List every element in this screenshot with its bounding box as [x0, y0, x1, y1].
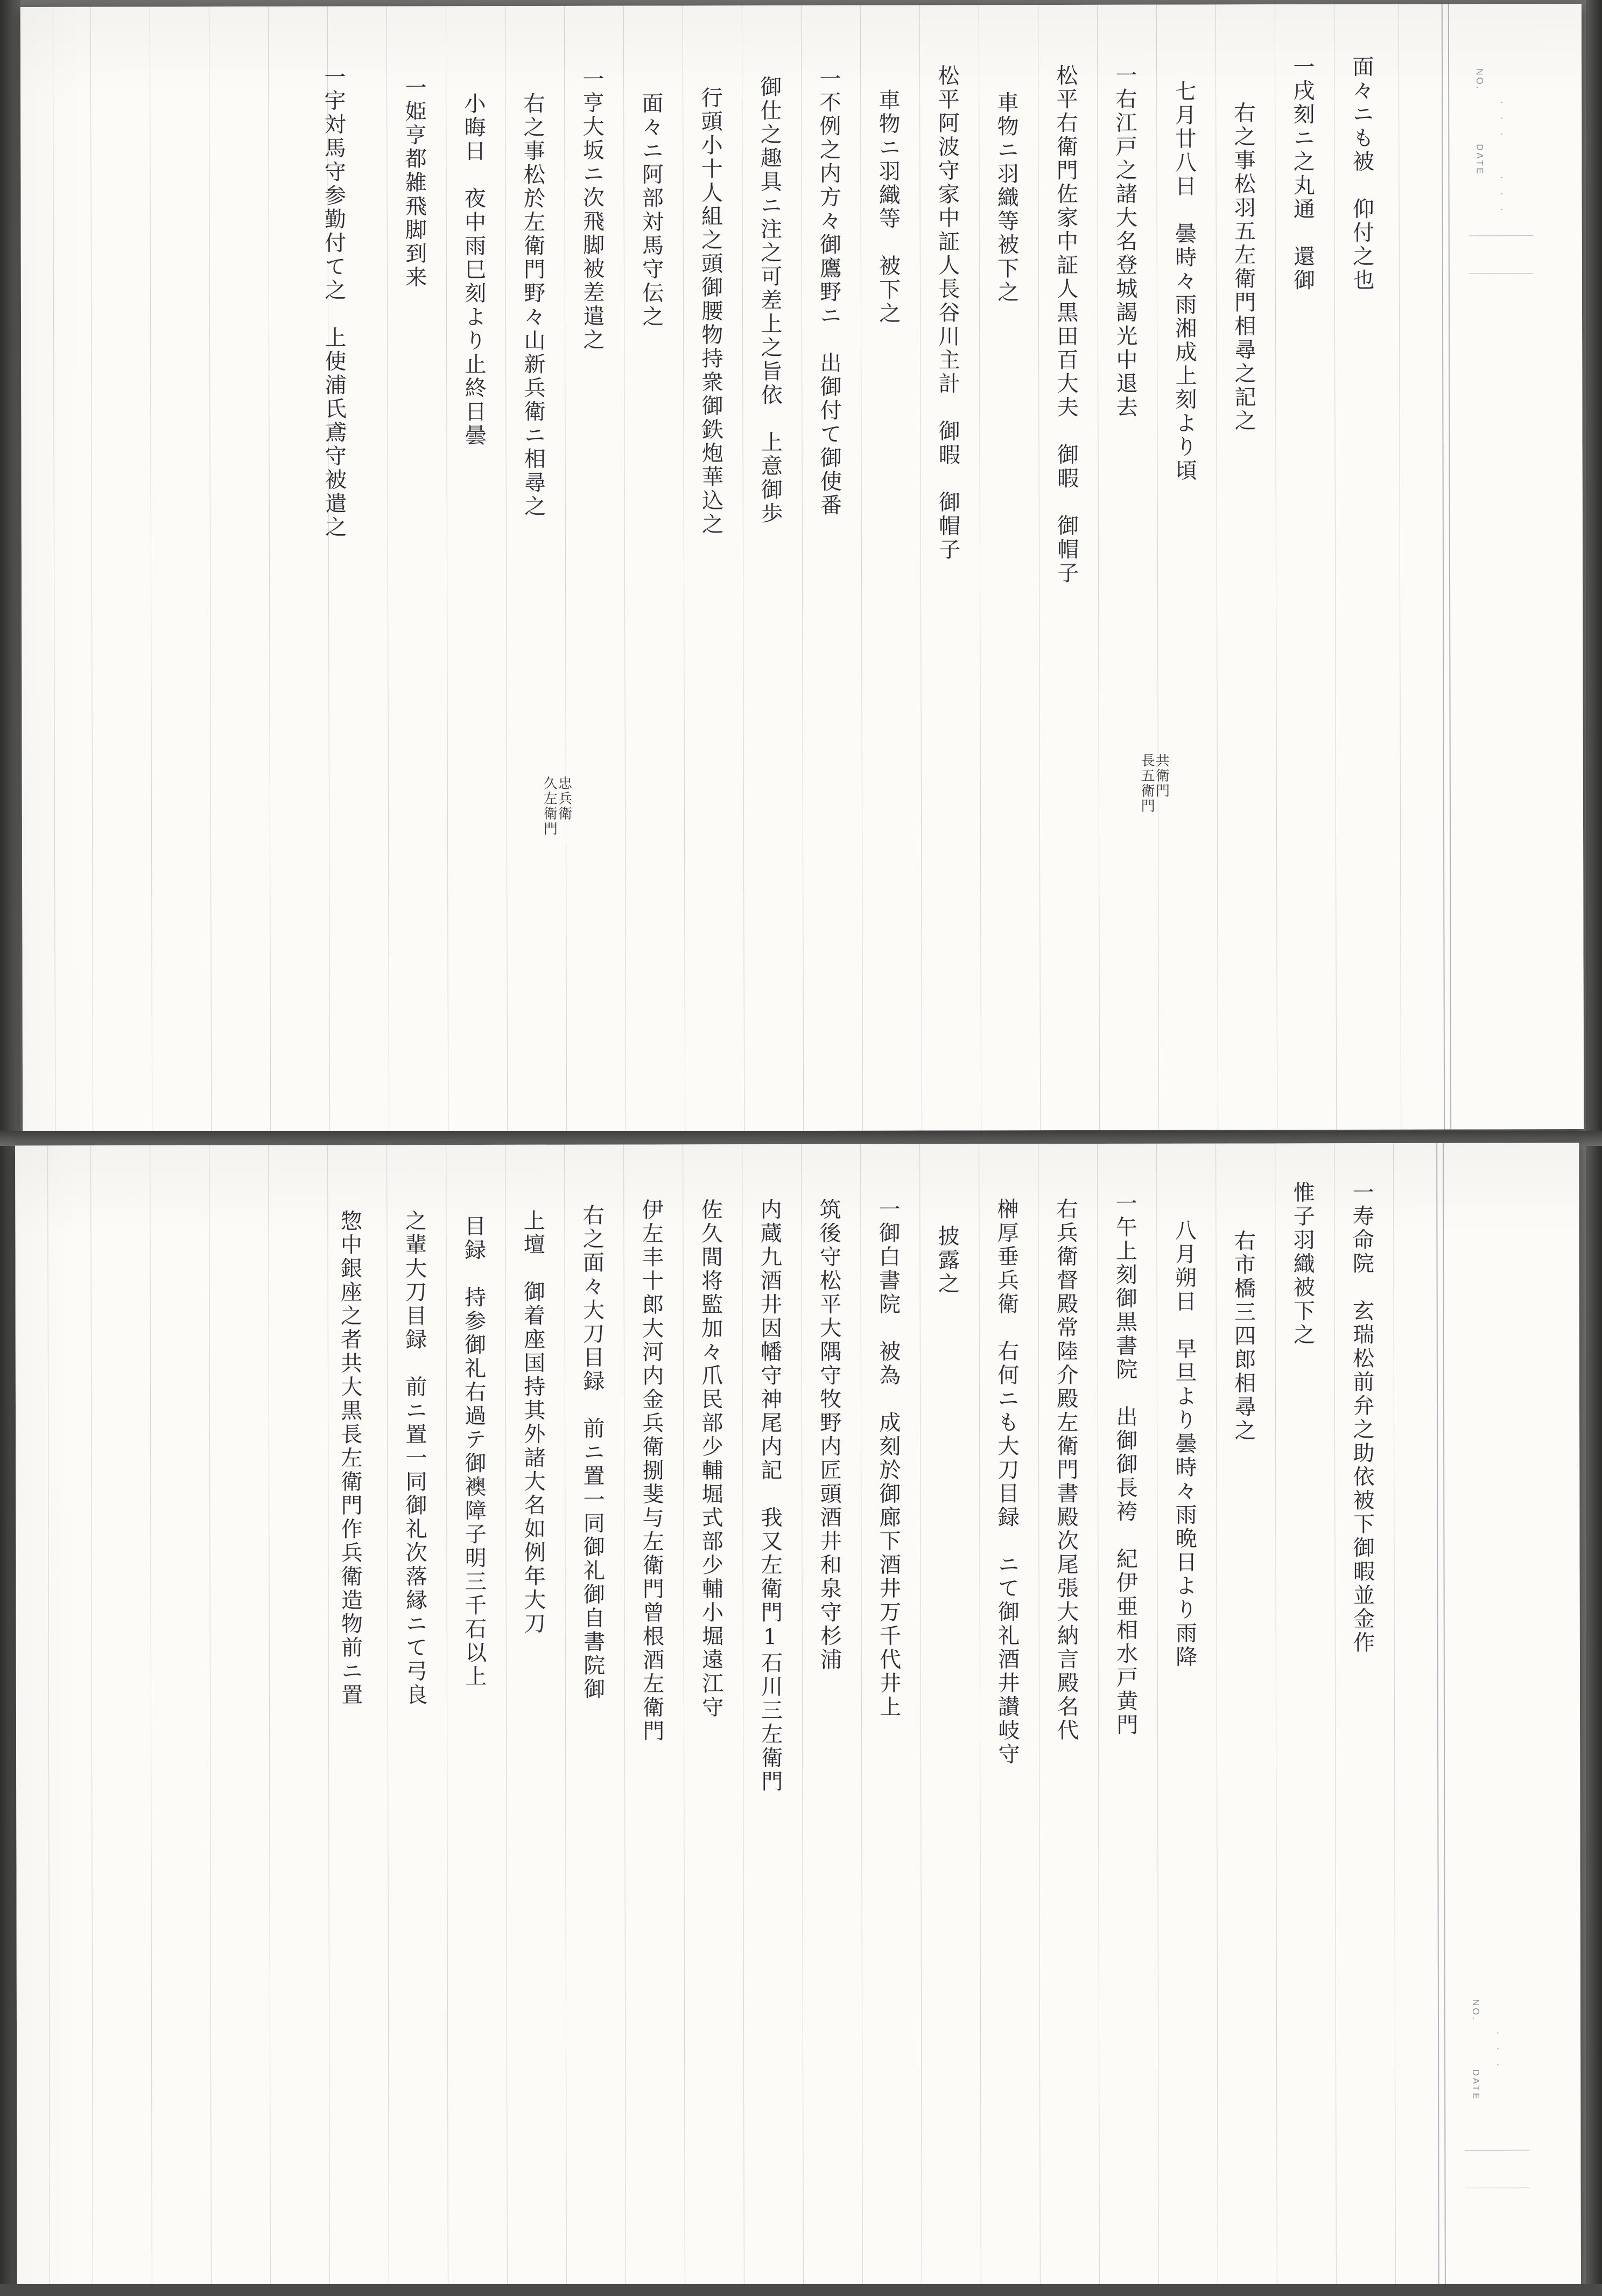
- text-column: 之輩大刀目録 前ニ置一同御礼次落縁ニて弓良: [402, 1209, 427, 1707]
- text-column: 佐久間将監加々爪民部少輔堀式部少輔小堀遠江守: [698, 1198, 723, 1720]
- text-column: 行頭小十人組之頭御腰物持衆御鉄炮華込之: [697, 86, 723, 537]
- stamp-no-label: NO.: [1470, 1999, 1481, 2022]
- text-column: 一右江戸之諸大名登城謁光中退去: [1112, 64, 1138, 419]
- text-column: 一戌刻ニ之丸通 還御: [1289, 55, 1315, 293]
- text-column: 右市橋三四郎相尋之: [1231, 1229, 1256, 1443]
- side-annotation: 共衛門 長五衛門: [1139, 753, 1170, 814]
- manuscript-page-bottom: [15, 1143, 1581, 2287]
- text-column: 一宇対馬守参勤付て之 上使浦氏鳶守被遣之: [320, 65, 347, 540]
- manuscript-page-top: [20, 4, 1584, 1132]
- text-column: 松平右衛門佐家中証人黒田百大夫 御暇 御帽子: [1052, 64, 1079, 586]
- text-column: 八月朔日 早旦より曇時々雨晩日より雨降: [1171, 1219, 1197, 1669]
- text-column: 披露之: [934, 1224, 960, 1296]
- text-column: 伊左丰十郎大河内金兵衛捌斐与左衛門曾根酒左衛門: [638, 1198, 664, 1744]
- text-column: 右之事松羽五左衛門相尋之記之: [1230, 101, 1256, 433]
- text-column: 面々ニ阿部対馬守伝之: [638, 92, 664, 329]
- text-column: 上壇 御着座国持其外諸大名如例年大刀: [520, 1209, 546, 1636]
- scanner-bed-bottom-edge: [0, 2284, 1602, 2296]
- text-column: 車物ニ羽織等被下之: [993, 91, 1019, 305]
- stamp-date-label: DATE: [1474, 144, 1485, 176]
- text-column: 惟子羽織被下之: [1290, 1181, 1315, 1347]
- text-columns-bottom: [15, 1143, 1581, 2287]
- text-column: 一御白書院 被為 成刻於御廊下酒井万千代井上: [875, 1198, 901, 1719]
- stamp-dots: · · ·: [1495, 176, 1507, 216]
- stamp-date-label: DATE: [1471, 2069, 1481, 2101]
- text-column: 七月廿八日 曇時々雨湘成上刻より頃: [1171, 80, 1197, 483]
- text-column: 一午上刻御黒書院 出御御長袴 紀伊亜相水戸黄門: [1112, 1192, 1138, 1737]
- text-column: 目録 持参御礼右過テ御襖障子明三千石以上: [461, 1215, 487, 1689]
- text-column: 右兵衛督殿常陸介殿左衛門書殿次尾張大納言殿名代: [1053, 1198, 1079, 1743]
- text-column: 一姫亨都雑飛脚到来: [401, 76, 427, 290]
- text-column: 小晦日 夜中雨巳刻より止終日曇: [460, 92, 487, 448]
- stamp-no-label: NO.: [1474, 68, 1485, 91]
- text-column: 右之事松於左衛門野々山新兵衛ニ相尋之: [519, 92, 546, 519]
- text-column: 一亨大坂ニ次飛脚被差遣之: [579, 67, 605, 352]
- text-column: 一不例之内方々御鷹野ニ 出御付て御使番: [816, 67, 842, 517]
- text-column: 車物ニ羽織等 被下之: [875, 88, 901, 326]
- text-column: 右之面々大刀目録 前ニ置一同御礼御自書院御: [579, 1203, 605, 1702]
- text-columns-top: [20, 4, 1584, 1132]
- text-column: 御仕之趣具ニ注之可差上之旨依 上意御歩: [756, 75, 783, 526]
- stamp-dots: · · ·: [1495, 101, 1507, 141]
- text-column: 一寿命院 玄瑞松前弁之助依被下御暇並金作: [1349, 1181, 1375, 1655]
- text-column: 榊厚垂兵衛 右何ニも大刀目録 ニて御礼酒井讃岐守: [994, 1198, 1020, 1767]
- text-column: 筑後守松平大隅守牧野内匠頭酒井和泉守杉浦: [816, 1198, 842, 1672]
- side-annotation: 忠兵衛 久左衛門: [541, 775, 572, 837]
- text-column: 惣中銀座之者共大黒長左衛門作兵衛造物前ニ置: [337, 1209, 363, 1707]
- text-column: 松平阿波守家中証人長谷川主計 御暇 御帽子: [934, 64, 960, 562]
- scanner-bed-right-edge: [1586, 0, 1602, 2296]
- text-column: 面々ニも被 仰付之也: [1348, 55, 1374, 292]
- stamp-dots: · · ·: [1492, 2031, 1503, 2071]
- text-column: 内蔵九酒井因幡守神尾内記 我又左衛門1石川三左衛門: [757, 1198, 783, 1794]
